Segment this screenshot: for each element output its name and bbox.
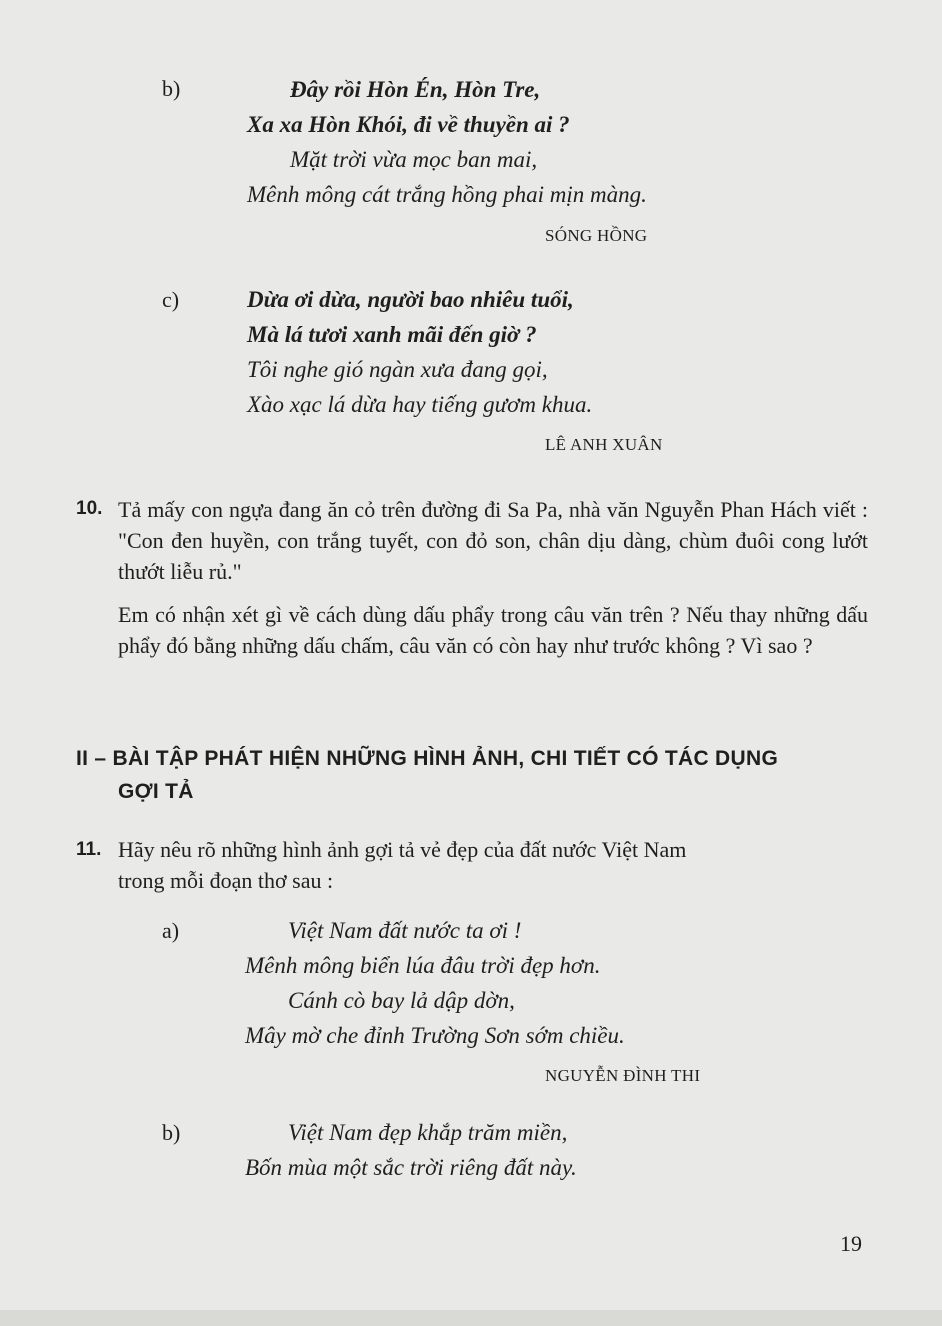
poem-line: Việt Nam đất nước ta ơi !: [288, 918, 522, 943]
exercise-text: Hãy nêu rõ những hình ảnh gợi tả vẻ đẹp của đất nước Việt Nam: [118, 837, 687, 862]
poem-line: Việt Nam đẹp khắp trăm miền,: [288, 1120, 568, 1145]
poem-line: Dừa ơi dừa, người bao nhiêu tuổi,: [247, 287, 574, 312]
exercise-number: 10.: [76, 498, 103, 519]
poem-line: Mặt trời vừa mọc ban mai,: [290, 147, 538, 172]
poem-author: SÓNG HỒNG: [545, 226, 648, 245]
exercise-text: Em có nhận xét gì về cách dùng dấu phẩy trong câu văn trên ? Nếu thay những dấu phẩy đó bằng những dấu chấm, câu văn có còn hay như trước không ? Vì sao ?: [118, 602, 868, 658]
poem-line: Mênh mông biển lúa đâu trời đẹp hơn.: [245, 953, 601, 978]
exercise-text: Tả mấy con ngựa đang ăn cỏ trên đường đi Sa Pa, nhà văn Nguyễn Phan Hách viết : "Con đen huyền, con trắng tuyết, con đỏ son, chân dịu dàng, chùm đuôi cong lướt thướt liễu rủ.": [118, 497, 868, 584]
poem-line: Cánh cò bay lả dập dờn,: [288, 988, 515, 1013]
page-number: 19: [840, 1231, 862, 1256]
poem-line: Xào xạc lá dừa hay tiếng gươm khua.: [247, 392, 593, 417]
poem-author: LÊ ANH XUÂN: [545, 435, 663, 454]
poem-line: Đây rồi Hòn Én, Hòn Tre,: [290, 77, 541, 102]
poem-author: NGUYỄN ĐÌNH THI: [545, 1066, 701, 1085]
poem-line: Mây mờ che đỉnh Trường Sơn sớm chiều.: [245, 1023, 625, 1048]
poem-line: Xa xa Hòn Khói, đi về thuyền ai ?: [247, 112, 570, 137]
poem-b-label: b): [162, 1120, 181, 1145]
section-heading: GỢI TẢ: [118, 780, 194, 803]
poem-a-label: a): [162, 918, 180, 943]
poem-line: Mênh mông cát trắng hồng phai mịn màng.: [247, 182, 647, 207]
poem-c-label: c): [162, 287, 180, 312]
poem-b-label: b): [162, 76, 181, 101]
exercise-text: trong mỗi đoạn thơ sau :: [118, 868, 334, 893]
exercise-number: 11.: [76, 839, 102, 860]
poem-line: Mà lá tươi xanh mãi đến giờ ?: [247, 322, 537, 347]
page-bottom-edge: [0, 1310, 942, 1326]
poem-line: Tôi nghe gió ngàn xưa đang gọi,: [247, 357, 548, 382]
poem-line: Bốn mùa một sắc trời riêng đất này.: [245, 1155, 577, 1180]
section-heading: II – BÀI TẬP PHÁT HIỆN NHỮNG HÌNH ẢNH, CHI TIẾT CÓ TÁC DỤNG: [76, 747, 779, 770]
